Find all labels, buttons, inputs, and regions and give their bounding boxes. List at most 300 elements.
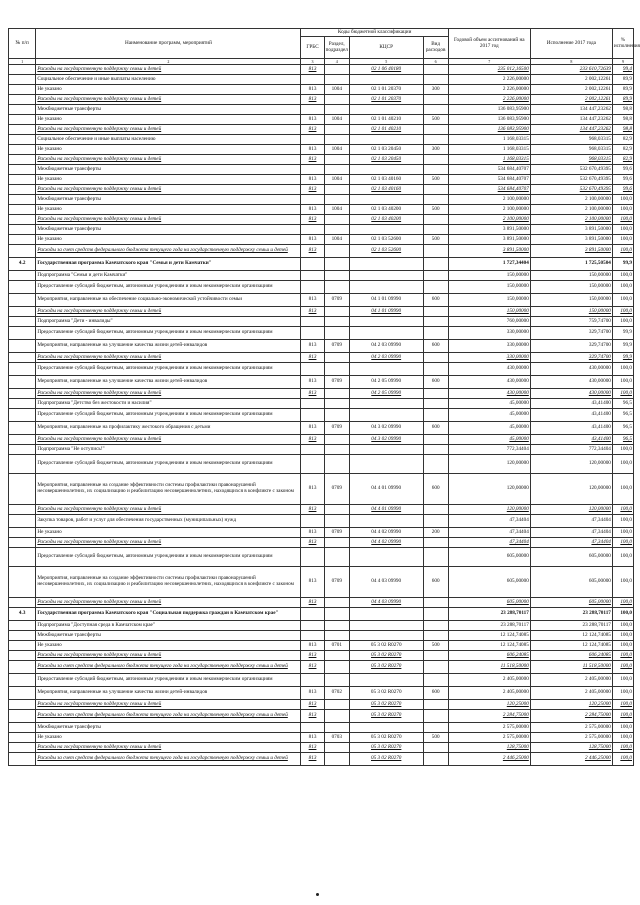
table-row bbox=[9, 422, 634, 435]
row-vid bbox=[423, 710, 448, 723]
row-pct: 100,0 bbox=[612, 674, 633, 687]
table-row bbox=[9, 743, 634, 753]
row-razdel bbox=[324, 258, 349, 271]
row-plan: 330,00000 bbox=[448, 327, 530, 340]
row-exec: 43,41400 bbox=[530, 435, 612, 445]
index-cell: 8 bbox=[530, 59, 612, 65]
row-razdel bbox=[324, 363, 349, 376]
row-razdel: 0709 bbox=[324, 567, 349, 598]
row-razdel bbox=[324, 608, 349, 621]
row-name: Предоставление субсидий бюджетным, автономным учреждениям и иным некоммерческим организациям bbox=[36, 455, 301, 474]
row-vid bbox=[423, 125, 448, 135]
row-number bbox=[9, 363, 36, 376]
row-vid bbox=[423, 215, 448, 225]
row-vid bbox=[423, 185, 448, 195]
table-row bbox=[9, 753, 634, 766]
row-number bbox=[9, 155, 36, 165]
row-name: Закупка товаров, работ и услуг для обеспечения государственных (муниципальных) нужд bbox=[36, 515, 301, 528]
row-kcsr bbox=[349, 621, 423, 631]
row-plan: 534 684,40707 bbox=[448, 165, 530, 175]
row-pct: 96,5 bbox=[612, 399, 633, 409]
row-grbs: 813 bbox=[301, 651, 324, 661]
table-row bbox=[9, 115, 634, 125]
row-vid: 500 bbox=[423, 235, 448, 245]
row-plan: 605,00000 bbox=[448, 548, 530, 567]
row-exec: 233 610,72639 bbox=[530, 65, 612, 75]
row-exec: 605,00000 bbox=[530, 567, 612, 598]
row-number bbox=[9, 674, 36, 687]
row-grbs: 813 bbox=[301, 641, 324, 651]
row-name: Мероприятия, направленные на профилактику жестокого обращения с детьми bbox=[36, 422, 301, 435]
row-number bbox=[9, 145, 36, 155]
row-name: Государственная программа Камчатского края "Социальная поддержка граждан в Камчатском крае" bbox=[36, 608, 301, 621]
row-grbs: 813 bbox=[301, 661, 324, 674]
row-number bbox=[9, 85, 36, 95]
row-number bbox=[9, 389, 36, 399]
index-cell: 1 bbox=[9, 59, 36, 65]
row-plan: 47,34404 bbox=[448, 528, 530, 538]
row-name: Не указано bbox=[36, 235, 301, 245]
row-razdel bbox=[324, 75, 349, 85]
row-grbs: 813 bbox=[301, 505, 324, 515]
row-pct: 100,0 bbox=[612, 700, 633, 710]
row-number bbox=[9, 621, 36, 631]
row-plan: 47,34404 bbox=[448, 515, 530, 528]
row-grbs: 813 bbox=[301, 175, 324, 185]
row-name: Расходы за счет средств федерального бюджета текущего года на государственную поддержку семьи и детей bbox=[36, 753, 301, 766]
table-row bbox=[9, 235, 634, 245]
row-exec: 43,41400 bbox=[530, 409, 612, 422]
row-pct: 100,0 bbox=[612, 245, 633, 258]
row-kcsr bbox=[349, 271, 423, 281]
header-grbs: ГРБС bbox=[301, 37, 324, 59]
row-exec: 128,75000 bbox=[530, 743, 612, 753]
row-name: Подпрограмма "Не оступись!" bbox=[36, 445, 301, 455]
row-name: Расходы на государственную поддержку семьи и детей bbox=[36, 65, 301, 75]
row-plan: 3 891,50000 bbox=[448, 225, 530, 235]
row-grbs bbox=[301, 327, 324, 340]
header-pct: % исполнения bbox=[612, 29, 633, 59]
row-pct: 100,0 bbox=[612, 661, 633, 674]
row-pct: 96,5 bbox=[612, 435, 633, 445]
row-plan: 2 575,00000 bbox=[448, 723, 530, 733]
row-name: Расходы на государственную поддержку семьи и детей bbox=[36, 215, 301, 225]
row-name: Мероприятия, направленные на создание эффективности системы профилактики правонарушений несовершеннолетних, их социализацию и реабилитацию несовершеннолетних, находящихся в конфликте с законом bbox=[36, 474, 301, 505]
row-grbs: 813 bbox=[301, 474, 324, 505]
row-pct: 100,0 bbox=[612, 538, 633, 548]
table-row bbox=[9, 125, 634, 135]
row-razdel bbox=[324, 455, 349, 474]
row-exec: 2 002,12261 bbox=[530, 85, 612, 95]
row-grbs bbox=[301, 409, 324, 422]
row-plan: 11 518,50000 bbox=[448, 661, 530, 674]
row-grbs: 813 bbox=[301, 753, 324, 766]
row-plan: 2 100,00000 bbox=[448, 205, 530, 215]
row-name: Не указано bbox=[36, 115, 301, 125]
row-razdel: 0701 bbox=[324, 641, 349, 651]
row-plan: 760,00000 bbox=[448, 317, 530, 327]
row-pct: 89,9 bbox=[612, 75, 633, 85]
row-exec: 23 288,70117 bbox=[530, 621, 612, 631]
row-kcsr: 05 3 02 R0270 bbox=[349, 651, 423, 661]
table-row bbox=[9, 145, 634, 155]
row-kcsr: 02 1 03 40160 bbox=[349, 185, 423, 195]
row-plan: 120,00000 bbox=[448, 455, 530, 474]
row-plan: 534 684,40707 bbox=[448, 185, 530, 195]
row-vid bbox=[423, 165, 448, 175]
row-kcsr: 04 4 02 09990 bbox=[349, 538, 423, 548]
row-kcsr: 05 3 02 R0270 bbox=[349, 733, 423, 743]
row-kcsr bbox=[349, 258, 423, 271]
table-row bbox=[9, 598, 634, 608]
row-pct: 100,0 bbox=[612, 205, 633, 215]
row-number bbox=[9, 723, 36, 733]
row-kcsr: 04 4 01 09990 bbox=[349, 505, 423, 515]
row-plan: 12 124,74085 bbox=[448, 641, 530, 651]
row-razdel bbox=[324, 271, 349, 281]
row-name: Государственная программа Камчатского края "Семья и дети Камчатки" bbox=[36, 258, 301, 271]
index-cell: 6 bbox=[423, 59, 448, 65]
row-vid: 500 bbox=[423, 205, 448, 215]
row-grbs: 813 bbox=[301, 65, 324, 75]
row-pct: 98,8 bbox=[612, 105, 633, 115]
row-razdel bbox=[324, 105, 349, 115]
table-row bbox=[9, 723, 634, 733]
row-plan: 23 288,70117 bbox=[448, 621, 530, 631]
row-vid bbox=[423, 700, 448, 710]
row-name: Предоставление субсидий бюджетным, автономным учреждениям и иным некоммерческим организациям bbox=[36, 281, 301, 294]
row-razdel bbox=[324, 631, 349, 641]
row-razdel bbox=[324, 538, 349, 548]
row-pct: 99,9 bbox=[612, 258, 633, 271]
row-grbs bbox=[301, 621, 324, 631]
row-number bbox=[9, 215, 36, 225]
row-number bbox=[9, 753, 36, 766]
row-vid bbox=[423, 548, 448, 567]
row-name: Межбюджетные трансферты bbox=[36, 631, 301, 641]
row-razdel: 0709 bbox=[324, 422, 349, 435]
row-vid: 500 bbox=[423, 641, 448, 651]
row-razdel bbox=[324, 598, 349, 608]
table-row bbox=[9, 327, 634, 340]
row-pct: 100,0 bbox=[612, 723, 633, 733]
table-row bbox=[9, 567, 634, 598]
row-exec: 150,00000 bbox=[530, 307, 612, 317]
row-number bbox=[9, 598, 36, 608]
row-exec: 47,34404 bbox=[530, 528, 612, 538]
row-number bbox=[9, 294, 36, 307]
row-razdel bbox=[324, 621, 349, 631]
table-row bbox=[9, 307, 634, 317]
row-exec: 532 670,49395 bbox=[530, 165, 612, 175]
row-kcsr bbox=[349, 548, 423, 567]
row-name: Не указано bbox=[36, 85, 301, 95]
table-body bbox=[9, 65, 634, 766]
row-number bbox=[9, 641, 36, 651]
row-pct: 100,0 bbox=[612, 710, 633, 723]
row-kcsr bbox=[349, 195, 423, 205]
table-row bbox=[9, 215, 634, 225]
row-razdel: 0709 bbox=[324, 340, 349, 353]
row-vid bbox=[423, 515, 448, 528]
row-kcsr bbox=[349, 317, 423, 327]
row-kcsr: 02 1 03 52600 bbox=[349, 235, 423, 245]
row-name: Межбюджетные трансферты bbox=[36, 225, 301, 235]
row-plan: 45,00000 bbox=[448, 399, 530, 409]
row-grbs: 813 bbox=[301, 85, 324, 95]
row-vid bbox=[423, 75, 448, 85]
row-vid bbox=[423, 195, 448, 205]
row-pct: 100,0 bbox=[612, 641, 633, 651]
row-number bbox=[9, 115, 36, 125]
row-razdel bbox=[324, 389, 349, 399]
budget-table bbox=[8, 28, 640, 766]
row-plan: 606,24085 bbox=[448, 651, 530, 661]
row-exec: 120,00000 bbox=[530, 505, 612, 515]
row-razdel bbox=[324, 165, 349, 175]
row-razdel bbox=[324, 245, 349, 258]
row-razdel: 1004 bbox=[324, 175, 349, 185]
row-kcsr: 04 2 03 09990 bbox=[349, 353, 423, 363]
row-grbs: 813 bbox=[301, 145, 324, 155]
table-row bbox=[9, 353, 634, 363]
row-plan: 1 727,34404 bbox=[448, 258, 530, 271]
row-name: Подпрограмма "Доступная среда в Камчатском крае" bbox=[36, 621, 301, 631]
row-vid: 200 bbox=[423, 528, 448, 538]
row-pct: 100,0 bbox=[612, 195, 633, 205]
row-exec: 134 447,23262 bbox=[530, 115, 612, 125]
row-number bbox=[9, 307, 36, 317]
row-pct: 89,9 bbox=[612, 85, 633, 95]
row-grbs: 813 bbox=[301, 743, 324, 753]
row-number bbox=[9, 317, 36, 327]
row-kcsr: 05 3 02 R0270 bbox=[349, 700, 423, 710]
row-grbs: 813 bbox=[301, 185, 324, 195]
table-row bbox=[9, 651, 634, 661]
row-plan: 45,00000 bbox=[448, 435, 530, 445]
row-razdel bbox=[324, 155, 349, 165]
row-name: Не указано bbox=[36, 205, 301, 215]
row-grbs: 813 bbox=[301, 294, 324, 307]
row-vid: 600 bbox=[423, 294, 448, 307]
page-dot bbox=[316, 893, 319, 896]
row-kcsr: 02 1 03 20450 bbox=[349, 155, 423, 165]
row-number bbox=[9, 75, 36, 85]
row-exec: 2 575,00000 bbox=[530, 723, 612, 733]
row-pct: 100,0 bbox=[612, 651, 633, 661]
row-name: Расходы на государственную поддержку семьи и детей bbox=[36, 598, 301, 608]
row-pct: 100,0 bbox=[612, 743, 633, 753]
row-number bbox=[9, 651, 36, 661]
row-exec: 605,00000 bbox=[530, 598, 612, 608]
table-row bbox=[9, 245, 634, 258]
row-number bbox=[9, 687, 36, 700]
row-grbs: 813 bbox=[301, 307, 324, 317]
row-name: Расходы за счет средств федерального бюджета текущего года на государственную поддержку семьи и детей bbox=[36, 245, 301, 258]
row-razdel: 0709 bbox=[324, 474, 349, 505]
row-exec: 12 124,74085 bbox=[530, 631, 612, 641]
header-plan: Годовой объем ассигнований на 2017 год bbox=[448, 29, 530, 59]
row-number bbox=[9, 567, 36, 598]
row-exec: 120,00000 bbox=[530, 474, 612, 505]
row-kcsr bbox=[349, 105, 423, 115]
row-number bbox=[9, 700, 36, 710]
table-row bbox=[9, 608, 634, 621]
row-number bbox=[9, 165, 36, 175]
row-vid bbox=[423, 621, 448, 631]
row-exec: 47,34404 bbox=[530, 538, 612, 548]
row-grbs bbox=[301, 608, 324, 621]
row-exec: 120,00000 bbox=[530, 455, 612, 474]
row-plan: 2 226,00000 bbox=[448, 95, 530, 105]
table-row bbox=[9, 505, 634, 515]
row-exec: 2 284,75000 bbox=[530, 710, 612, 723]
table-row bbox=[9, 528, 634, 538]
row-exec: 2 446,25000 bbox=[530, 753, 612, 766]
row-vid bbox=[423, 445, 448, 455]
row-vid bbox=[423, 505, 448, 515]
row-number bbox=[9, 205, 36, 215]
row-vid bbox=[423, 723, 448, 733]
row-exec: 2 405,00000 bbox=[530, 687, 612, 700]
row-plan: 3 891,50000 bbox=[448, 235, 530, 245]
row-razdel: 0709 bbox=[324, 294, 349, 307]
table-row bbox=[9, 700, 634, 710]
row-kcsr: 02 1 03 20450 bbox=[349, 145, 423, 155]
row-kcsr bbox=[349, 723, 423, 733]
row-plan: 2 575,00000 bbox=[448, 733, 530, 743]
row-exec: 12 124,74085 bbox=[530, 641, 612, 651]
row-vid bbox=[423, 399, 448, 409]
row-pct: 100,0 bbox=[612, 733, 633, 743]
row-name: Расходы на государственную поддержку семьи и детей bbox=[36, 353, 301, 363]
row-vid bbox=[423, 95, 448, 105]
row-number bbox=[9, 743, 36, 753]
row-plan: 120,00000 bbox=[448, 474, 530, 505]
row-pct: 100,0 bbox=[612, 455, 633, 474]
row-vid: 600 bbox=[423, 422, 448, 435]
table-row bbox=[9, 195, 634, 205]
row-exec: 3 891,50000 bbox=[530, 225, 612, 235]
row-number bbox=[9, 135, 36, 145]
row-exec: 3 891,50000 bbox=[530, 235, 612, 245]
row-number bbox=[9, 455, 36, 474]
row-grbs: 813 bbox=[301, 567, 324, 598]
row-pct: 100,0 bbox=[612, 281, 633, 294]
row-razdel bbox=[324, 505, 349, 515]
row-kcsr: 02 1 03 40160 bbox=[349, 175, 423, 185]
row-number bbox=[9, 245, 36, 258]
row-razdel bbox=[324, 327, 349, 340]
row-kcsr: 04 4 03 09990 bbox=[349, 567, 423, 598]
row-exec: 329,74700 bbox=[530, 353, 612, 363]
row-razdel bbox=[324, 317, 349, 327]
row-name: Мероприятия, направленные на улучшение качества жизни детей-инвалидов bbox=[36, 340, 301, 353]
row-plan: 45,00000 bbox=[448, 422, 530, 435]
row-pct: 99,6 bbox=[612, 185, 633, 195]
row-number bbox=[9, 422, 36, 435]
row-vid bbox=[423, 271, 448, 281]
header-codes: Коды бюджетной классификации bbox=[301, 29, 448, 37]
row-grbs bbox=[301, 75, 324, 85]
header-exec: Исполнение 2017 года bbox=[530, 29, 612, 59]
row-plan: 12 124,74085 bbox=[448, 631, 530, 641]
row-plan: 534 684,40707 bbox=[448, 175, 530, 185]
table-row bbox=[9, 175, 634, 185]
row-plan: 150,00000 bbox=[448, 307, 530, 317]
row-exec: 2 002,12261 bbox=[530, 95, 612, 105]
row-kcsr: 04 4 03 09990 bbox=[349, 598, 423, 608]
row-grbs: 813 bbox=[301, 215, 324, 225]
row-exec: 968,03315 bbox=[530, 135, 612, 145]
row-kcsr bbox=[349, 631, 423, 641]
row-kcsr: 04 4 01 09990 bbox=[349, 474, 423, 505]
table-row bbox=[9, 641, 634, 651]
row-kcsr: 02 1 01 40210 bbox=[349, 115, 423, 125]
row-number bbox=[9, 175, 36, 185]
row-name: Расходы на государственную поддержку семьи и детей bbox=[36, 435, 301, 445]
row-number bbox=[9, 327, 36, 340]
row-pct: 100,0 bbox=[612, 363, 633, 376]
row-exec: 430,00000 bbox=[530, 376, 612, 389]
row-exec: 1 725,50504 bbox=[530, 258, 612, 271]
row-name: Расходы на государственную поддержку семьи и детей bbox=[36, 505, 301, 515]
row-razdel: 0709 bbox=[324, 528, 349, 538]
row-vid bbox=[423, 409, 448, 422]
row-vid: 600 bbox=[423, 567, 448, 598]
row-name: Расходы на государственную поддержку семьи и детей bbox=[36, 307, 301, 317]
row-plan: 120,00000 bbox=[448, 505, 530, 515]
row-kcsr bbox=[349, 608, 423, 621]
row-razdel bbox=[324, 307, 349, 317]
row-name: Социальное обеспечение и иные выплаты населению bbox=[36, 135, 301, 145]
row-grbs: 813 bbox=[301, 95, 324, 105]
row-vid bbox=[423, 435, 448, 445]
row-plan: 120,25000 bbox=[448, 700, 530, 710]
row-exec: 329,74700 bbox=[530, 327, 612, 340]
row-exec: 150,00000 bbox=[530, 271, 612, 281]
row-plan: 136 083,95900 bbox=[448, 105, 530, 115]
row-name: Предоставление субсидий бюджетным, автономным учреждениям и иным некоммерческим организациям bbox=[36, 409, 301, 422]
row-exec: 134 447,23262 bbox=[530, 105, 612, 115]
row-kcsr: 04 4 02 09990 bbox=[349, 528, 423, 538]
index-cell: 2 bbox=[36, 59, 301, 65]
row-grbs: 813 bbox=[301, 205, 324, 215]
row-name: Мероприятия, направленные на создание эффективности системы профилактики правонарушений несовершеннолетних, их социализацию и реабилитацию несовершеннолетних, находящихся в конфликте с законом bbox=[36, 567, 301, 598]
table-row bbox=[9, 661, 634, 674]
row-number bbox=[9, 435, 36, 445]
row-grbs: 813 bbox=[301, 245, 324, 258]
row-pct: 100,0 bbox=[612, 631, 633, 641]
row-pct: 100,0 bbox=[612, 528, 633, 538]
row-pct: 100,0 bbox=[612, 621, 633, 631]
row-grbs bbox=[301, 363, 324, 376]
row-pct: 100,0 bbox=[612, 598, 633, 608]
row-vid bbox=[423, 281, 448, 294]
row-kcsr: 05 3 02 R0270 bbox=[349, 753, 423, 766]
row-plan: 3 891,50000 bbox=[448, 245, 530, 258]
row-kcsr: 02 1 03 40200 bbox=[349, 205, 423, 215]
row-kcsr bbox=[349, 165, 423, 175]
row-grbs: 813 bbox=[301, 376, 324, 389]
row-vid bbox=[423, 674, 448, 687]
row-plan: 23 288,70117 bbox=[448, 608, 530, 621]
row-plan: 150,00000 bbox=[448, 294, 530, 307]
row-name: Расходы за счет средств федерального бюджета текущего года на государственную поддержку семьи и детей bbox=[36, 661, 301, 674]
table-row bbox=[9, 271, 634, 281]
row-plan: 235 012,16500 bbox=[448, 65, 530, 75]
row-exec: 47,34404 bbox=[530, 515, 612, 528]
